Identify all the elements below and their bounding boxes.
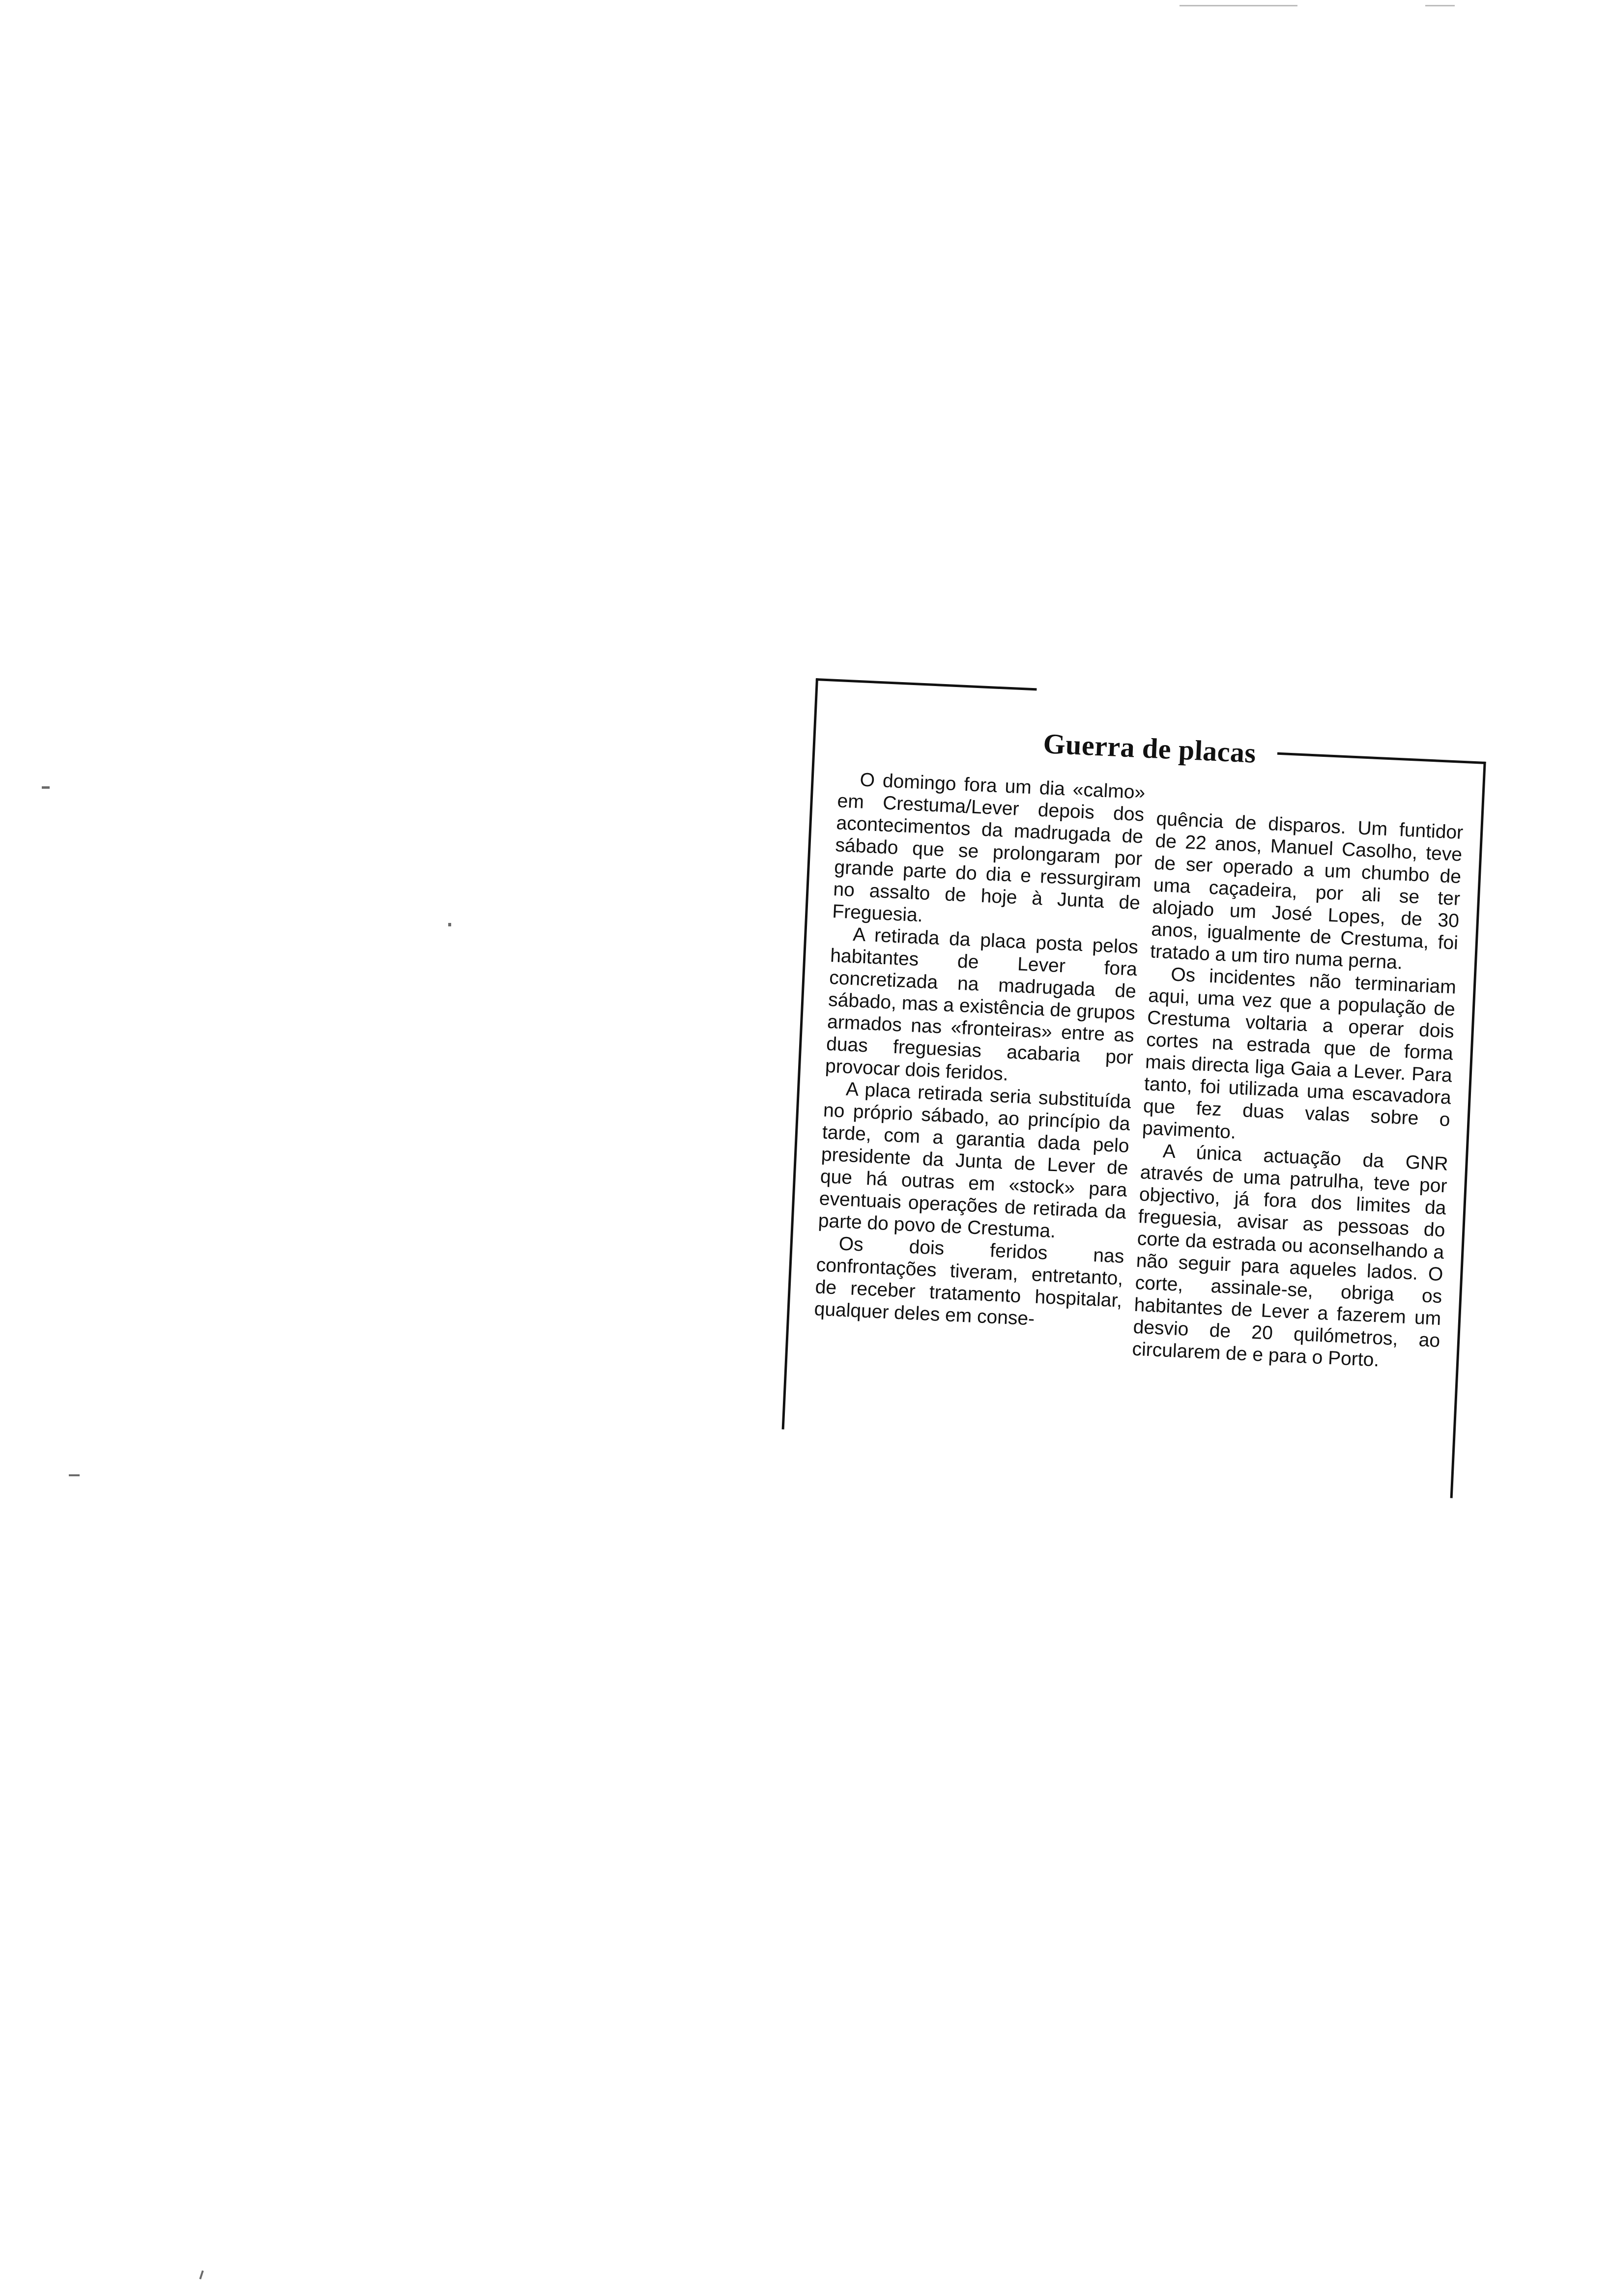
scan-speck <box>448 923 451 926</box>
article-headline: Guerra de placas <box>1042 727 1257 769</box>
paragraph: A retirada da placa posta pelos habitantes de Lever fora concretizada na madrugada de sábado, mas a existência de grupos armados nas «fronteiras» entre as duas freguesias acabaria por provocar dois feridos. <box>825 923 1139 1085</box>
article-column-left <box>814 768 1146 1334</box>
newspaper-clipping <box>780 678 1489 1499</box>
frame-rule-top-left <box>816 678 1037 690</box>
paragraph: O domingo fora um dia «calmo» em Crestuma/Lever depois dos acontecimentos da madrugada de sábado que se prolongaram por grande parte do dia e ressurgiram no assalto de hoje à Junta de Freguesia. <box>832 769 1146 926</box>
paragraph: Os dois feridos nas confrontações tiveram, entretanto, de receber tratamento hospitalar, qualquer deles em conse- <box>813 1233 1125 1330</box>
paragraph: A única actuação da GNR através de uma patrulha, teve por objectivo, já fora dos limites da freguesia, avisar as pessoas do corte da estrada ou aconselhando a não seguir para aqueles lados. O corte, assinale-se, obriga os habitantes de Lever a fazerem um desvio de 20 quilómetros, ao circularem de e para o Porto. <box>1131 1141 1449 1371</box>
article-column-right <box>1132 808 1464 1374</box>
scan-speck <box>69 1474 80 1476</box>
paragraph: Os incidentes não terminariam aqui, uma vez que a população de Crestuma voltaria a operar dois cortes na estrada que de forma mais directa liga Gaia a Lever. Para tanto, foi utilizada uma escavadora que fez duas valas sobre o pavimento. <box>1142 964 1457 1143</box>
paragraph: A placa retirada seria substituída no próprio sábado, ao princípio da tarde, com a garantia dada pelo presidente da Junta de Lever de que há outras em «stock» para eventuais operações de retirada da parte do povo de Crestuma. <box>817 1078 1132 1242</box>
paragraph: quência de disparos. Um funtidor de 22 anos, Manuel Casolho, teve de ser operado a um chumbo de uma caçadeira, por ali se ter alojado um José Lopes, de 30 anos, igualmente de Crestuma, foi tratado a um tiro numa perna. <box>1150 808 1464 974</box>
frame-rule-left <box>782 678 818 1430</box>
scan-speck <box>42 786 50 789</box>
scan-speck <box>1425 5 1455 6</box>
scan-speck <box>199 2270 203 2279</box>
scan-speck <box>1180 5 1297 6</box>
